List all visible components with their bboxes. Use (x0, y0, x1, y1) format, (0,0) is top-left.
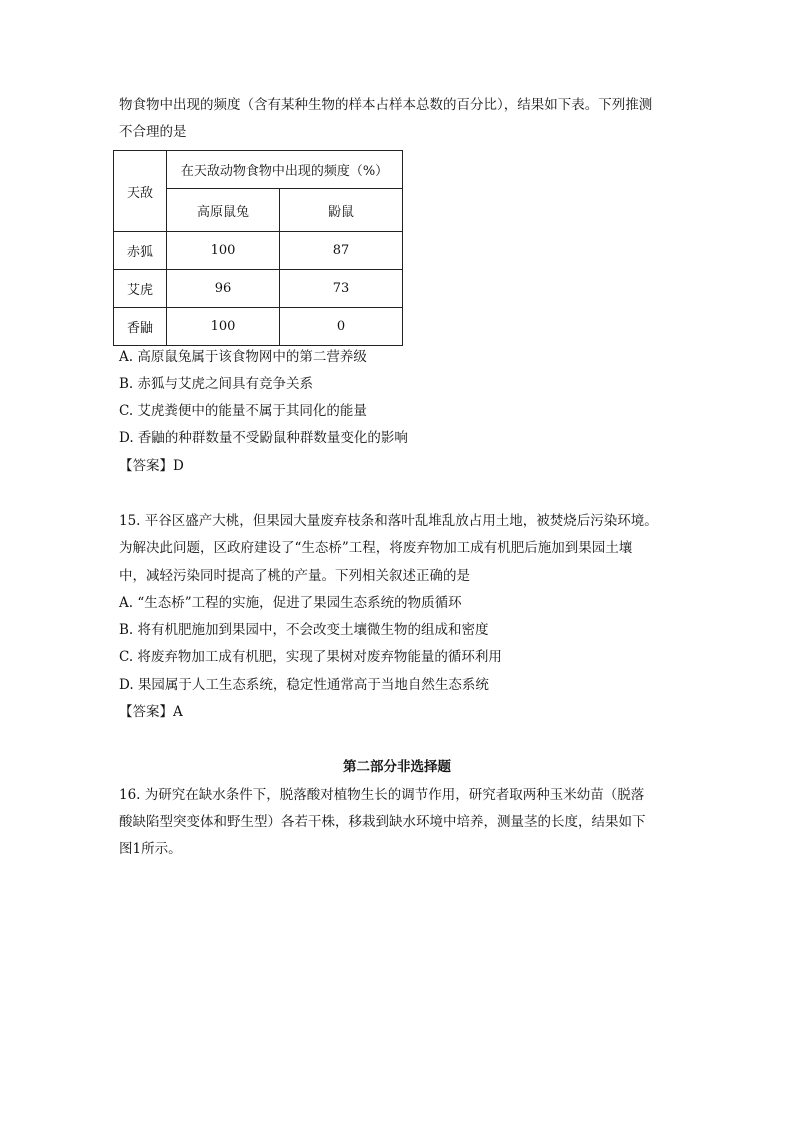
table-row (114, 232, 403, 270)
row-pika-value: 100 (167, 232, 280, 270)
header-zokor: 鼢鼠 (280, 189, 403, 232)
row-predator-name: 赤狐 (114, 232, 167, 270)
q15-option-b: B. 将有机肥施加到果园中，不会改变土壤微生物的组成和密度 (119, 622, 489, 638)
header-predator: 天敌 (114, 151, 167, 232)
q15-line-1: 15. 平谷区盛产大桃，但果园大量废弃枝条和落叶乱堆乱放占用土地，被焚烧后污染环境。 (119, 513, 658, 529)
q16-line-1: 16. 为研究在缺水条件下，脱落酸对植物生长的调节作用，研究者取两种玉米幼苗（脱落 (119, 787, 645, 803)
q14-option-a: A. 高原鼠兔属于该食物网中的第二营养级 (119, 349, 367, 365)
q15-line-2: 为解决此问题，区政府建设了“生态桥”工程，将废弃物加工成有机肥后施加到果园土壤 (119, 540, 633, 556)
table-row (114, 270, 403, 308)
row-zokor-value: 73 (280, 270, 403, 308)
header-pika: 高原鼠兔 (167, 189, 280, 232)
row-zokor-value: 0 (280, 308, 403, 346)
q14-option-c: C. 艾虎粪便中的能量不属于其同化的能量 (119, 403, 367, 419)
row-pika-value: 100 (167, 308, 280, 346)
row-pika-value: 96 (167, 270, 280, 308)
q15-line-3: 中，减轻污染同时提高了桃的产量。下列相关叙述正确的是 (119, 568, 470, 584)
q15-option-c: C. 将废弃物加工成有机肥，实现了果树对废弃物能量的循环利用 (119, 649, 502, 665)
q14-intro-line-2: 不合理的是 (119, 124, 187, 140)
predator-frequency-table (113, 150, 403, 346)
section-title: 第二部分非选择题 (343, 759, 451, 775)
row-zokor-value: 87 (280, 232, 403, 270)
q14-intro-line-1: 物食物中出现的频度（含有某种生物的样本占样本总数的百分比），结果如下表。下列推测 (119, 97, 653, 113)
q16-line-3: 图1所示。 (119, 841, 182, 857)
q15-option-d: D. 果园属于人工生态系统，稳定性通常高于当地自然生态系统 (119, 677, 489, 693)
header-frequency: 在天敌动物食物中出现的频度（%） (167, 151, 403, 189)
q16-line-2: 酸缺陷型突变体和野生型）各若干株，移栽到缺水环境中培养，测量茎的长度，结果如下 (119, 814, 646, 830)
q14-answer: 【答案】D (119, 458, 184, 474)
q14-option-b: B. 赤狐与艾虎之间具有竞争关系 (119, 376, 314, 392)
table-row (114, 308, 403, 346)
row-predator-name: 艾虎 (114, 270, 167, 308)
q15-option-a: A. “生态桥”工程的实施，促进了果园生态系统的物质循环 (119, 595, 462, 611)
q14-option-d: D. 香鼬的种群数量不受鼢鼠种群数量变化的影响 (119, 430, 408, 446)
q15-answer: 【答案】A (119, 704, 183, 720)
row-predator-name: 香鼬 (114, 308, 167, 346)
